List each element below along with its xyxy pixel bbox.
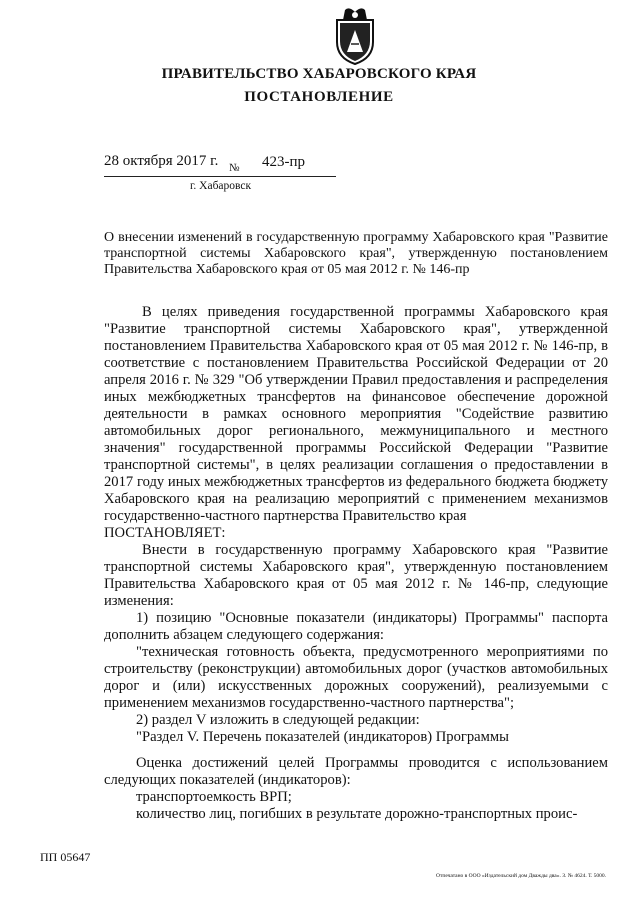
section-title-quote: "Раздел V. Перечень показателей (индикаторов) Программы — [136, 729, 509, 745]
document-subject: О внесении изменений в государственную программу Хабаровского края "Развитие транспортной системы Хабаровского края", утвержденную постановлением Правительства Хабаровского края от 05 мая 2012 г. № 146-пр — [104, 230, 608, 277]
paragraph-quote: "техническая готовность объекта, предусмотренного мероприятиями по строительству (реконструкции) автомобильных дорог (участков автомобильных дорог и (или) искусственных дорожных сооружений), реализуемыми с применением механизмов государственно-частного партнерства"; — [104, 644, 608, 711]
document-code: ПП 05647 — [40, 850, 91, 864]
document-number: 423-пр — [262, 154, 306, 170]
date-number-underline — [104, 176, 336, 177]
government-title: ПРАВИТЕЛЬСТВО ХАБАРОВСКОГО КРАЯ — [161, 66, 477, 82]
paragraph-item-2: 2) раздел V изложить в следующей редакции: — [136, 712, 420, 728]
document-date: 28 октября 2017 г. — [104, 153, 219, 169]
paragraph-intro: Внести в государственную программу Хабаровского края "Развитие транспортной системы Хабаровского края", утвержденную постановлением Правительства Хабаровского края от 05 мая 2012 г. № 146-пр, следующие изменения: — [104, 542, 608, 609]
paragraph-item-1: 1) позицию "Основные показатели (индикаторы) Программы" паспорта дополнить абзацем следующего содержания: — [104, 610, 608, 643]
paragraph-indicator-2: количество лиц, погибших в результате дорожно-транспортных проис- — [136, 806, 578, 822]
paragraph-indicator-1: транспортоемкость ВРП; — [136, 789, 292, 805]
document-body — [104, 304, 608, 823]
printer-imprint: Отпечатано в ООО «Издательский дом Дважды два». З. № 4624. Т. 5000. — [436, 873, 607, 879]
document-type: ПОСТАНОВЛЕНИЕ — [244, 89, 394, 105]
coat-of-arms-emblem — [331, 6, 379, 66]
resolves-heading: ПОСТАНОВЛЯЕТ: — [104, 525, 226, 541]
document-city: г. Хабаровск — [190, 180, 252, 192]
preamble-paragraph: В целях приведения государственной программы Хабаровского края "Развитие транспортной системы Хабаровского края", утвержденной постановлением Правительства Хабаровского края от 05 мая 2012 г. № 146-пр, в соответствие с постановлением Правительства Российской Федерации от 20 апреля 2016 г. № 329 "Об утверждении Правил предоставления и распределения иных межбюджетных трансфертов на финансовое обеспечение дорожной деятельности в рамках основного мероприятия "Содействие развитию автомобильных дорог регионального, межмуниципального и местного значения" государственной программы Российской Федерации "Развитие транспортной системы", в целях реализации соглашения о предоставлении в 2017 году иных межбюджетных трансфертов из федерального бюджета бюджету Хабаровского края на реализацию мероприятий с применением механизмов государственно-частного партнерства Правительство края — [104, 304, 608, 524]
paragraph-assessment: Оценка достижений целей Программы проводится с использованием следующих показателей (индикаторов): — [104, 755, 608, 788]
number-sign: № — [229, 162, 240, 174]
